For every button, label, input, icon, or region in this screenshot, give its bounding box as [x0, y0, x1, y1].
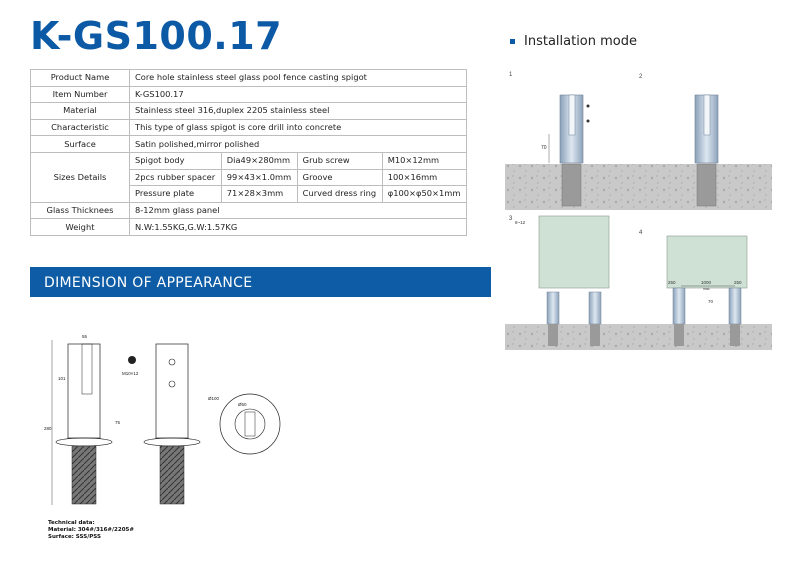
step-number: 1 [509, 72, 513, 78]
table-row [31, 103, 467, 120]
core-hole [697, 164, 716, 206]
size-value: 100×16mm [382, 169, 466, 186]
spec-table [30, 69, 467, 236]
core-hole [562, 164, 581, 206]
size-value: 99×43×1.0mm [221, 169, 297, 186]
note-surface: Surface: SSS/PSS [48, 534, 101, 540]
dim-label: 70 [708, 299, 714, 304]
spigot [729, 288, 741, 324]
glass-slot [82, 344, 92, 394]
glass-slot [569, 95, 575, 135]
size-key: 2pcs rubber spacer [130, 169, 222, 186]
spigot-body [156, 344, 188, 438]
row-value: N.W:1.55KG,G.W:1.57KG [130, 219, 467, 236]
bullet-icon [510, 39, 515, 44]
installation-heading-text: Installation mode [524, 34, 638, 49]
dress-ring [56, 438, 112, 446]
screw-icon [128, 356, 136, 364]
dim-label: 75 [115, 420, 121, 425]
size-key: Groove [297, 169, 382, 186]
dim-label: 280 [44, 426, 52, 431]
dim-label: 250 [734, 280, 742, 285]
row-label: Item Number [31, 86, 130, 103]
step-number: 2 [639, 74, 643, 80]
size-value: M10×12mm [382, 152, 466, 169]
banner-title: DIMENSION OF APPEARANCE [44, 275, 253, 291]
row-label: Weight [31, 219, 130, 236]
note-heading: Technical data: [48, 520, 95, 526]
size-key: Grub screw [297, 152, 382, 169]
size-value: φ100×φ50×1mm [382, 186, 466, 203]
page-title: K-GS100.17 [30, 14, 283, 58]
concrete-slab [505, 164, 772, 210]
table-row [31, 202, 467, 219]
spigot [673, 288, 685, 324]
size-value: 71×28×3mm [221, 186, 297, 203]
dim-label: 1000 [701, 280, 712, 285]
threaded-base [72, 446, 96, 504]
table-row [31, 136, 467, 153]
table-row [31, 152, 467, 169]
top-view-ring [220, 394, 280, 454]
step-number: 3 [509, 216, 513, 222]
row-label: Sizes Details [31, 152, 130, 202]
core-hole [590, 324, 600, 346]
row-value: This type of glass spigot is core drill into concrete [130, 119, 467, 136]
table-row [31, 219, 467, 236]
row-value: Core hole stainless steel glass pool fence casting spigot [130, 70, 467, 87]
core-hole [730, 324, 740, 346]
dim-label: M10×12 [122, 371, 139, 376]
glass-slot [704, 95, 710, 135]
core-hole [548, 324, 558, 346]
row-value: 8-12mm glass panel [130, 202, 467, 219]
core-hole [674, 324, 684, 346]
spigot [547, 292, 559, 324]
technical-note [48, 520, 134, 541]
installation-heading [510, 34, 637, 49]
spigot-body [68, 344, 100, 438]
glass-panel [539, 216, 609, 288]
size-key: Spigot body [130, 152, 222, 169]
table-row [31, 86, 467, 103]
dim-label: max [703, 287, 710, 291]
size-key: Pressure plate [130, 186, 222, 203]
dim-label: 101 [58, 376, 66, 381]
dim-label: 70 [541, 145, 547, 151]
dress-ring [144, 438, 200, 446]
spigot [589, 292, 601, 324]
dim-label: Ø50 [238, 402, 247, 407]
dim-label: 55 [82, 334, 88, 339]
row-label: Glass Thicknees [31, 202, 130, 219]
row-label: Product Name [31, 70, 130, 87]
dim-label: 8~12 [515, 220, 526, 225]
table-row [31, 70, 467, 87]
size-value: Dia49×280mm [221, 152, 297, 169]
dimension-banner [30, 267, 491, 297]
row-value: Satin polished,mirror polished [130, 136, 467, 153]
step-number: 4 [639, 230, 643, 236]
dim-label: 250 [668, 280, 676, 285]
row-label: Material [31, 103, 130, 120]
table-row [31, 119, 467, 136]
size-key: Curved dress ring [297, 186, 382, 203]
installation-diagram [505, 66, 797, 356]
note-material: Material: 304#/316#/2205# [48, 527, 134, 533]
row-label: Surface [31, 136, 130, 153]
row-value: K-GS100.17 [130, 86, 467, 103]
dimension-drawing [42, 320, 312, 520]
dim-label: Ø100 [208, 396, 220, 401]
row-label: Characteristic [31, 119, 130, 136]
threaded-base [160, 446, 184, 504]
row-value: Stainless steel 316,duplex 2205 stainless steel [130, 103, 467, 120]
